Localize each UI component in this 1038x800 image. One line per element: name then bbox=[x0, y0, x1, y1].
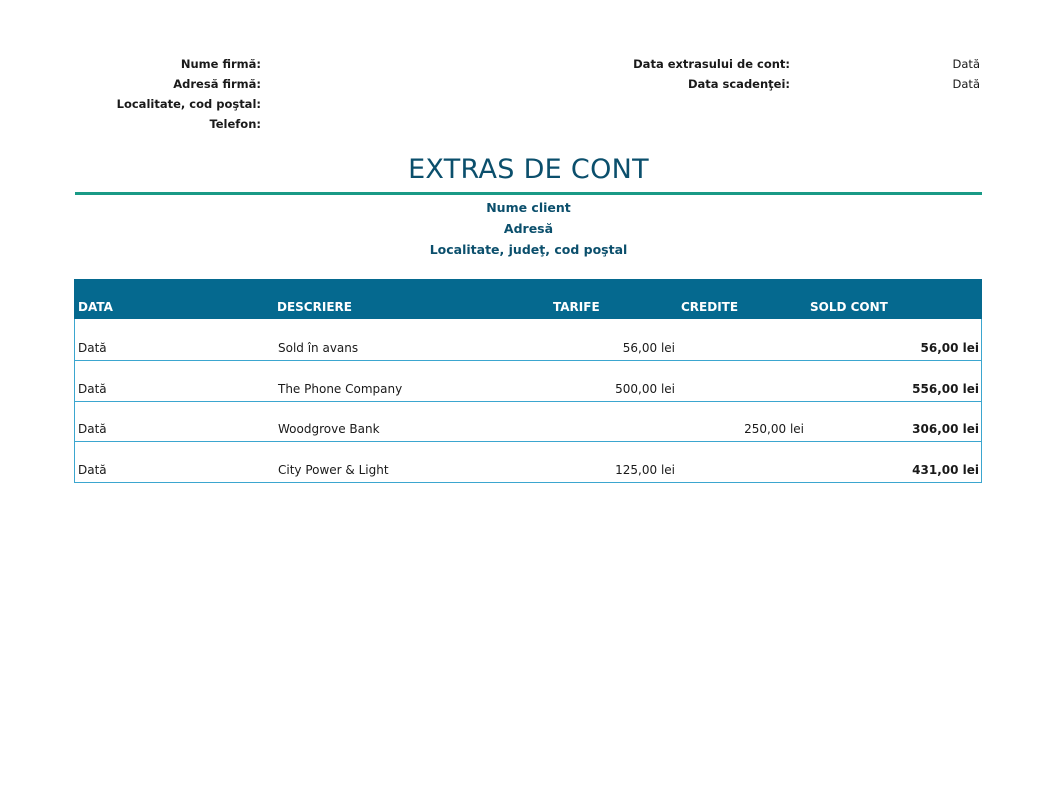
company-city-label: Localitate, cod poştal: bbox=[116, 97, 261, 111]
statement-info-labels bbox=[560, 54, 790, 94]
cell-description[interactable]: The Phone Company bbox=[278, 381, 403, 396]
table-row[interactable] bbox=[75, 360, 981, 401]
cell-charges[interactable]: 500,00 lei bbox=[615, 381, 675, 396]
cell-charges[interactable]: 56,00 lei bbox=[622, 341, 675, 355]
client-info bbox=[75, 197, 982, 260]
title-divider bbox=[75, 192, 982, 195]
company-address-label: Adresă firmă: bbox=[173, 77, 261, 91]
table-row[interactable] bbox=[75, 401, 981, 442]
table-row[interactable] bbox=[75, 319, 981, 360]
cell-date[interactable]: Dată bbox=[78, 341, 107, 355]
cell-credits[interactable]: 250,00 lei bbox=[744, 422, 804, 436]
statement-date-label: Data extrasului de cont: bbox=[633, 57, 790, 71]
cell-balance: 431,00 lei bbox=[912, 462, 979, 477]
statement-info-values bbox=[900, 54, 980, 94]
cell-date[interactable]: Dată bbox=[78, 422, 107, 436]
cell-date[interactable]: Dată bbox=[78, 462, 107, 477]
table-header bbox=[74, 279, 982, 319]
due-date-label: Data scadenţei: bbox=[687, 77, 790, 91]
table-body bbox=[74, 319, 982, 483]
cell-description[interactable]: Woodgrove Bank bbox=[278, 422, 380, 436]
company-info bbox=[80, 54, 261, 134]
cell-description[interactable]: City Power & Light bbox=[278, 462, 389, 477]
header-date[interactable]: DATA bbox=[78, 300, 113, 314]
header-description[interactable]: DESCRIERE bbox=[277, 300, 352, 314]
header-charges[interactable]: TARIFE bbox=[553, 300, 600, 314]
cell-balance: 556,00 lei bbox=[912, 381, 979, 396]
statement-table bbox=[74, 279, 982, 483]
header-balance[interactable]: SOLD CONT bbox=[810, 300, 888, 314]
header-credits[interactable]: CREDITE bbox=[681, 300, 739, 314]
due-date-value[interactable]: Dată bbox=[952, 77, 980, 91]
cell-balance: 56,00 lei bbox=[920, 341, 979, 355]
client-city[interactable]: Localitate, judeţ, cod poştal bbox=[429, 242, 628, 257]
cell-balance: 306,00 lei bbox=[912, 422, 979, 436]
statement-date-value[interactable]: Dată bbox=[952, 57, 980, 71]
cell-charges[interactable]: 125,00 lei bbox=[615, 462, 675, 477]
cell-description[interactable]: Sold în avans bbox=[278, 341, 359, 355]
client-name[interactable]: Nume client bbox=[486, 200, 571, 215]
table-row[interactable] bbox=[75, 441, 981, 482]
company-phone-label: Telefon: bbox=[209, 117, 261, 131]
cell-date[interactable]: Dată bbox=[78, 381, 107, 396]
client-address[interactable]: Adresă bbox=[503, 221, 554, 236]
company-name-label: Nume firmă: bbox=[180, 57, 261, 71]
page-title: EXTRAS DE CONT bbox=[408, 154, 649, 185]
